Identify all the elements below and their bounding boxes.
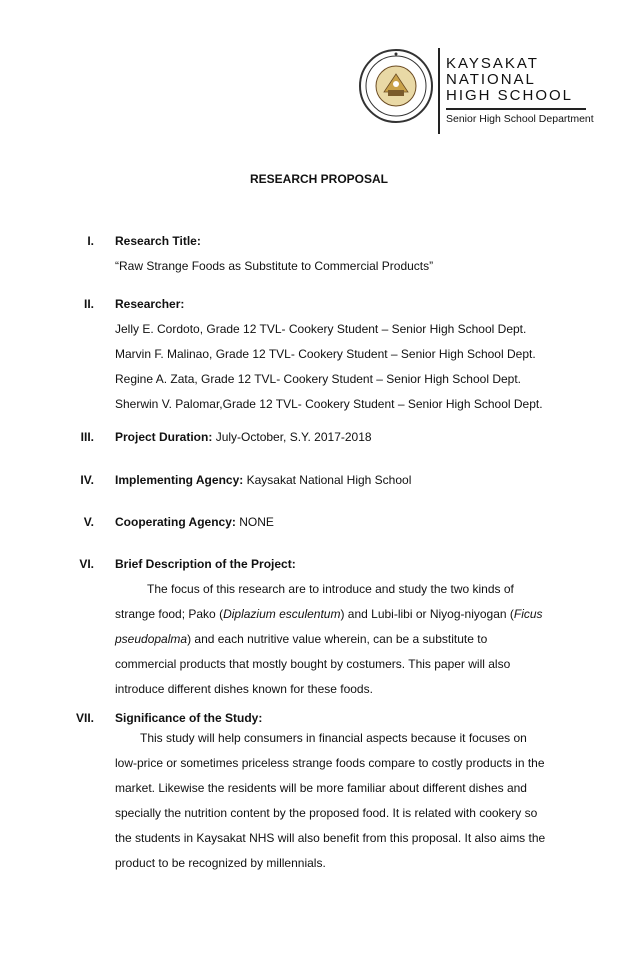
section-heading: Brief Description of the Project: bbox=[115, 557, 296, 571]
researcher-item: Sherwin V. Palomar,Grade 12 TVL- Cookery Student – Senior High School Dept. bbox=[115, 397, 543, 411]
description-line: commercial products that mostly bought by costumers. This paper will also bbox=[115, 657, 511, 671]
researcher-item: Jelly E. Cordoto, Grade 12 TVL- Cookery Student – Senior High School Dept. bbox=[115, 322, 527, 336]
text-span: ) and Lubi-libi or Niyog-niyogan ( bbox=[340, 607, 514, 621]
scientific-name: Diplazium esculentum bbox=[223, 607, 341, 621]
section-number: VI. bbox=[79, 557, 94, 571]
researcher-item: Regine A. Zata, Grade 12 TVL- Cookery Student – Senior High School Dept. bbox=[115, 372, 522, 386]
section-number: III. bbox=[80, 430, 94, 444]
school-name-line3: HIGH SCHOOL bbox=[446, 87, 574, 104]
implementing-agency-value: Kaysakat National High School bbox=[246, 473, 412, 487]
section-heading: Researcher: bbox=[115, 297, 185, 311]
significance-line: low-price or sometimes priceless strange foods compare to costly products in the bbox=[115, 756, 545, 770]
document-title: RESEARCH PROPOSAL bbox=[249, 172, 389, 186]
department-name: Senior High School Department bbox=[446, 113, 594, 125]
section-heading: Research Title: bbox=[115, 234, 201, 248]
project-duration-value: July-October, S.Y. 2017-2018 bbox=[215, 430, 372, 444]
section-heading: Implementing Agency: bbox=[115, 473, 244, 487]
cooperating-agency-value: NONE bbox=[239, 515, 274, 529]
section-heading: Project Duration: bbox=[115, 430, 213, 444]
header-divider-vertical bbox=[438, 48, 440, 134]
section-number: IV. bbox=[80, 473, 94, 487]
school-seal-logo bbox=[358, 48, 434, 124]
description-line bbox=[115, 632, 565, 646]
section-heading: Cooperating Agency: bbox=[115, 515, 236, 529]
significance-line: the students in Kaysakat NHS will also benefit from this proposal. It also aims the bbox=[115, 831, 546, 845]
significance-line: specially the nutrition content by the proposed food. It is related with cookery so bbox=[115, 806, 538, 820]
section-number: I. bbox=[87, 234, 94, 248]
significance-line: market. Likewise the residents will be more familiar about different dishes and bbox=[115, 781, 527, 795]
description-line bbox=[115, 607, 565, 621]
school-name bbox=[446, 56, 573, 104]
school-name-line2: NATIONAL bbox=[446, 71, 536, 88]
text-span: ) and each nutritive value wherein, can be a substitute to bbox=[187, 632, 488, 646]
research-title-text: “Raw Strange Foods as Substitute to Commercial Products” bbox=[115, 259, 434, 273]
scientific-name: Ficus bbox=[513, 607, 543, 621]
school-header bbox=[358, 48, 594, 143]
scientific-name: pseudopalma bbox=[115, 632, 188, 646]
section-heading: Significance of the Study: bbox=[115, 711, 263, 725]
significance-line: product to be recognized by millennials. bbox=[115, 856, 326, 870]
header-divider-horizontal bbox=[446, 108, 586, 110]
significance-line: This study will help consumers in financial aspects because it focuses on bbox=[140, 731, 527, 745]
section-number: V. bbox=[83, 515, 94, 529]
school-name-line1: KAYSAKAT bbox=[446, 55, 539, 72]
section-number: VII. bbox=[75, 711, 94, 725]
description-line: The focus of this research are to introduce and study the two kinds of bbox=[147, 582, 514, 596]
description-line: introduce different dishes known for these foods. bbox=[115, 682, 373, 696]
researcher-item: Marvin F. Malinao, Grade 12 TVL- Cookery Student – Senior High School Dept. bbox=[115, 347, 536, 361]
text-span: strange food; Pako ( bbox=[115, 607, 224, 621]
section-number: II. bbox=[83, 297, 94, 311]
